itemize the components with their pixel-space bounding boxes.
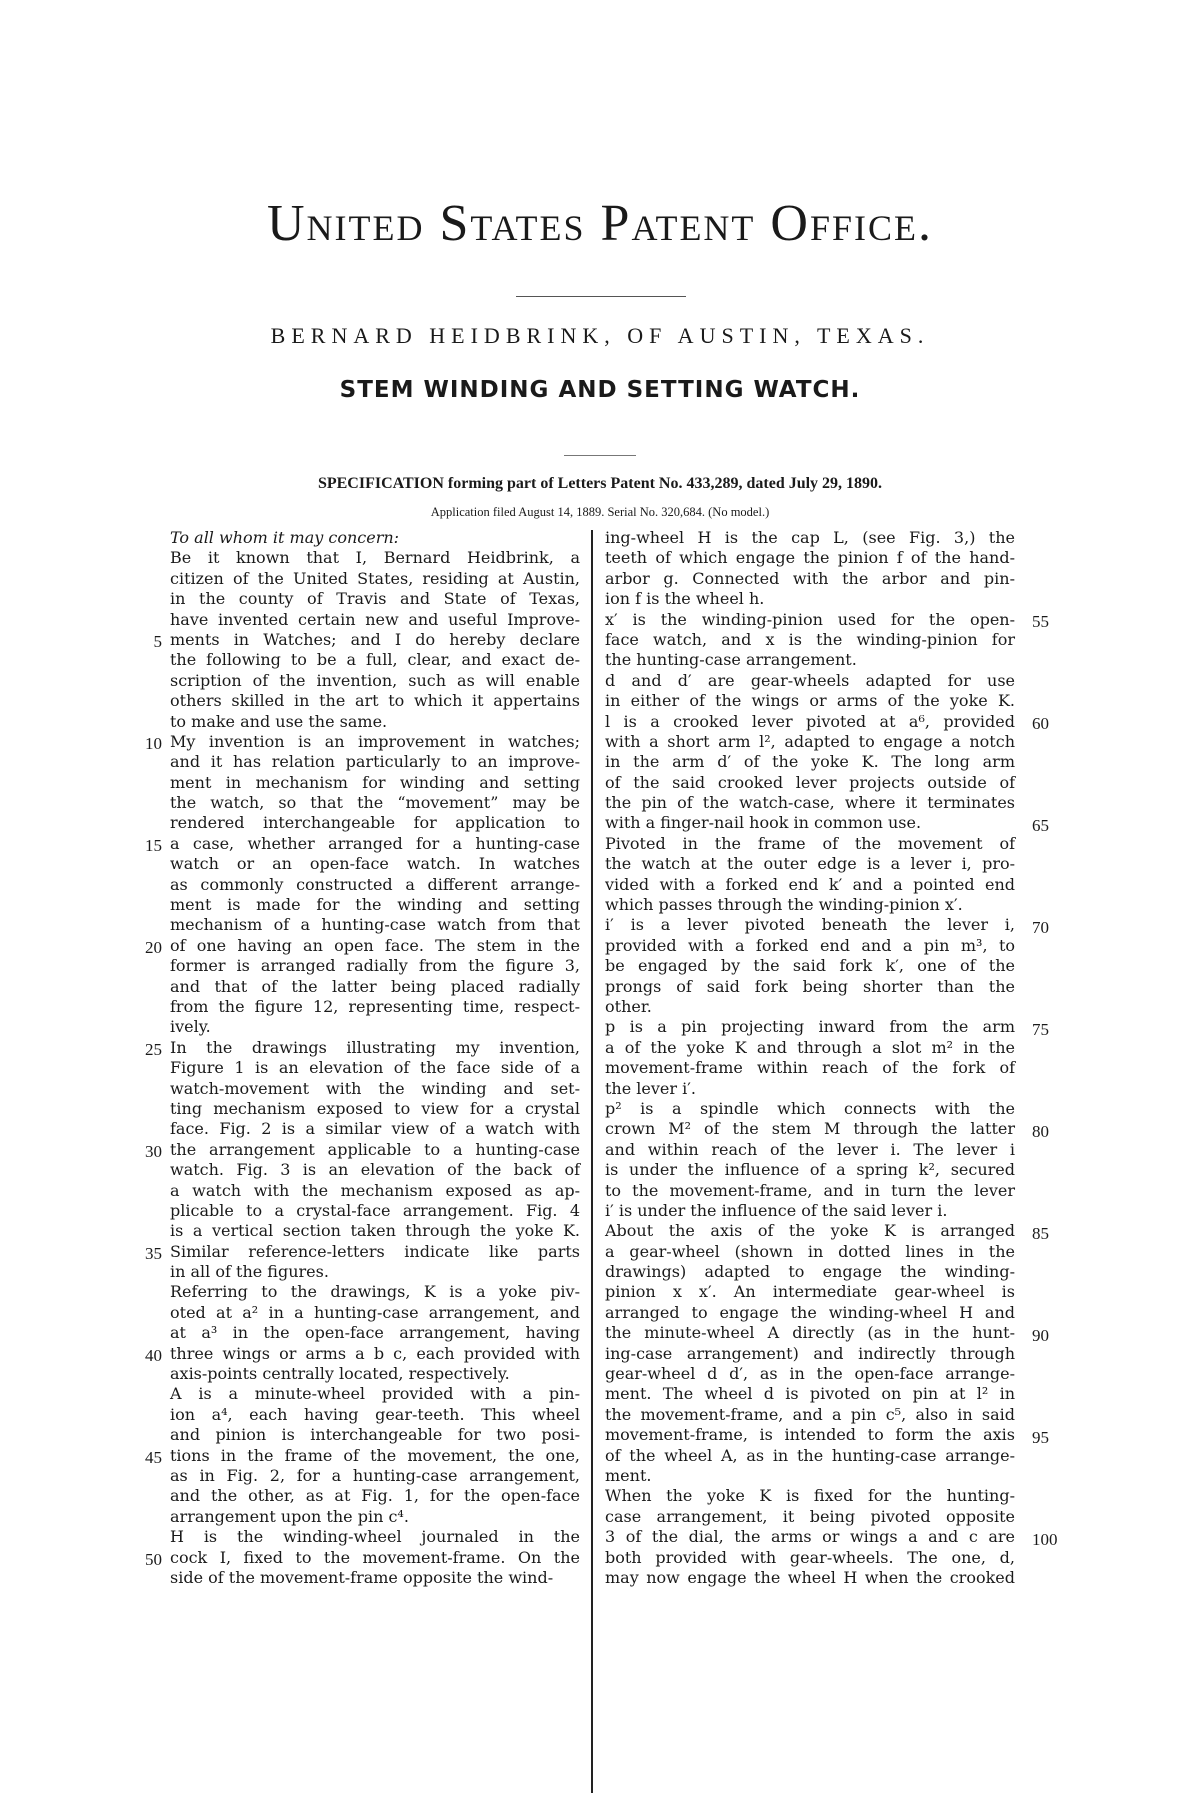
left-line-number: 40 xyxy=(145,1346,162,1365)
left-line-number: 5 xyxy=(153,632,162,651)
left-column-line: and it has relation particularly to an improve- xyxy=(170,752,580,772)
left-column-line: from the figure 12, representing time, respect- xyxy=(170,996,580,1016)
right-line-number: 90 xyxy=(1032,1325,1049,1345)
right-column-line: of the wheel A, as in the hunting-case arrange- xyxy=(605,1445,1015,1465)
invention-title: STEM WINDING AND SETTING WATCH. xyxy=(339,377,861,403)
right-column-line: movement-frame, is intended to form the axis xyxy=(605,1425,1015,1445)
left-line-number: 25 xyxy=(145,1040,162,1059)
left-column-line: ion a⁴, each having gear-teeth. This wheel xyxy=(170,1404,580,1424)
right-text-column xyxy=(605,528,1015,1588)
left-column-line: rendered interchangeable for application to xyxy=(170,813,580,833)
right-line-number: 70 xyxy=(1032,917,1049,937)
left-column-line: tions in the frame of the movement, the one, xyxy=(170,1445,580,1465)
left-column-line: others skilled in the art to which it appertains xyxy=(170,691,580,711)
left-column-line: watch-movement with the winding and set- xyxy=(170,1078,580,1098)
right-column-line: crown M² of the stem M through the latter xyxy=(605,1119,1015,1139)
inventor-line: BERNARD HEIDBRINK, OF AUSTIN, TEXAS. xyxy=(270,323,930,348)
right-column-line: prongs of said fork being shorter than the xyxy=(605,976,1015,996)
left-column-line: A is a minute-wheel provided with a pin- xyxy=(170,1384,580,1404)
left-column-line: former is arranged radially from the figure 3, xyxy=(170,956,580,976)
right-line-number: 75 xyxy=(1032,1019,1049,1039)
left-column-line: Referring to the drawings, K is a yoke piv- xyxy=(170,1282,580,1302)
right-column-line: other. xyxy=(605,996,652,1016)
right-column-line: the movement-frame, and a pin c⁵, also in said xyxy=(605,1404,1015,1424)
left-column-line: ting mechanism exposed to view for a crystal xyxy=(170,1098,580,1118)
left-line-number: 10 xyxy=(145,734,162,753)
right-column-line: with a finger-nail hook in common use. xyxy=(605,813,922,833)
left-line-number: 50 xyxy=(145,1550,162,1569)
left-column-line: arrangement upon the pin c⁴. xyxy=(170,1506,409,1526)
right-column-line: drawings) adapted to engage the winding- xyxy=(605,1262,1015,1282)
right-column-line: with a short arm l², adapted to engage a notch xyxy=(605,731,1015,751)
left-column-line: In the drawings illustrating my invention, xyxy=(170,1037,580,1057)
left-column-line: plicable to a crystal-face arrangement. Fig. 4 xyxy=(170,1200,580,1220)
left-column-line: in all of the figures. xyxy=(170,1262,329,1282)
right-column-line: both provided with gear-wheels. The one, d, xyxy=(605,1547,1015,1567)
right-column-line: which passes through the winding-pinion x′. xyxy=(605,895,963,915)
left-column-line: the following to be a full, clear, and exact de- xyxy=(170,650,580,670)
right-column-line: l is a crooked lever pivoted at a⁶, provided xyxy=(605,711,1015,731)
right-column-line: the pin of the watch-case, where it terminates xyxy=(605,793,1015,813)
right-column-line: i′ is under the influence of the said lever i. xyxy=(605,1200,948,1220)
application-line: Application filed August 14, 1889. Serial No. 320,684. (No model.) xyxy=(430,505,770,519)
right-column-line: be engaged by the said fork k′, one of the xyxy=(605,956,1015,976)
left-column-line: watch or an open-face watch. In watches xyxy=(170,854,580,874)
left-column-line: as commonly constructed a different arrange- xyxy=(170,874,580,894)
left-line-number: 15 xyxy=(145,836,162,855)
right-column-line: provided with a forked end and a pin m³, to xyxy=(605,935,1015,955)
left-column-line: cock I, fixed to the movement-frame. On the xyxy=(170,1547,580,1567)
right-column-line: When the yoke K is fixed for the hunting- xyxy=(605,1486,1015,1506)
left-line-number: 30 xyxy=(145,1142,162,1161)
left-column-line: ively. xyxy=(170,1017,211,1037)
left-column-line: To all whom it may concern: xyxy=(170,528,400,547)
right-column-line: Pivoted in the frame of the movement of xyxy=(605,833,1015,853)
left-column-line: and that of the latter being placed radially xyxy=(170,976,580,996)
right-column-line: movement-frame within reach of the fork of xyxy=(605,1058,1015,1078)
right-line-number: 100 xyxy=(1032,1529,1058,1549)
left-column-line: as in Fig. 2, for a hunting-case arrangement, xyxy=(170,1465,580,1485)
title-rule xyxy=(516,296,686,297)
right-column-line: in either of the wings or arms of the yoke K. xyxy=(605,691,1015,711)
left-column-line: in the county of Travis and State of Texas, xyxy=(170,589,580,609)
right-column-line: ing-wheel H is the cap L, (see Fig. 3,) the xyxy=(605,528,1015,547)
right-column-line: is under the influence of a spring k², secured xyxy=(605,1160,1015,1180)
right-column-line: p is a pin projecting inward from the arm xyxy=(605,1017,1015,1037)
right-column-line: in the arm d′ of the yoke K. The long arm xyxy=(605,752,1015,772)
office-title xyxy=(0,195,1200,252)
right-column-line: the minute-wheel A directly (as in the hunt- xyxy=(605,1323,1015,1343)
right-column-line: ment. The wheel d is pivoted on pin at l² in xyxy=(605,1384,1015,1404)
left-column-line: and pinion is interchangeable for two posi- xyxy=(170,1425,580,1445)
right-column-line: d and d′ are gear-wheels adapted for use xyxy=(605,670,1015,690)
right-column-line: ion f is the wheel h. xyxy=(605,589,765,609)
office-title-text: United States Patent Office. xyxy=(266,195,934,252)
right-line-number: 95 xyxy=(1032,1427,1049,1447)
right-line-number: 80 xyxy=(1032,1121,1049,1141)
right-column-line: face watch, and x is the winding-pinion for xyxy=(605,629,1015,649)
right-column-line: gear-wheel d d′, as in the open-face arrange- xyxy=(605,1364,1015,1384)
left-column-line: Figure 1 is an elevation of the face side of a xyxy=(170,1058,580,1078)
left-column-line: a watch with the mechanism exposed as ap- xyxy=(170,1180,580,1200)
left-column-line: axis-points centrally located, respectively. xyxy=(170,1364,510,1384)
right-column-line: teeth of which engage the pinion f of the hand- xyxy=(605,548,1015,568)
right-column-line: the watch at the outer edge is a lever i, pro- xyxy=(605,854,1015,874)
left-column-line: at a³ in the open-face arrangement, having xyxy=(170,1323,580,1343)
right-line-number: 65 xyxy=(1032,815,1049,835)
right-line-number: 55 xyxy=(1032,611,1049,631)
left-text-column xyxy=(170,528,580,1588)
right-column-line: arranged to engage the winding-wheel H and xyxy=(605,1302,1015,1322)
right-column-line: the lever i′. xyxy=(605,1078,696,1098)
left-line-number: 45 xyxy=(145,1448,162,1467)
left-column-line: is a vertical section taken through the yoke K. xyxy=(170,1221,580,1241)
left-column-line: citizen of the United States, residing at Austin, xyxy=(170,568,580,588)
left-column-line: a case, whether arranged for a hunting-case xyxy=(170,833,580,853)
right-column-line: and within reach of the lever i. The lever i xyxy=(605,1139,1015,1159)
right-column-line: a of the yoke K and through a slot m² in the xyxy=(605,1037,1015,1057)
right-column-line: 3 of the dial, the arms or wings a and c are xyxy=(605,1527,1015,1547)
right-column-line: arbor g. Connected with the arbor and pin- xyxy=(605,568,1015,588)
right-column-line: may now engage the wheel H when the crooked xyxy=(605,1567,1015,1587)
right-column-line: case arrangement, it being pivoted opposite xyxy=(605,1506,1015,1526)
right-line-number: 85 xyxy=(1032,1223,1049,1243)
left-column-line: have invented certain new and useful Improve- xyxy=(170,609,580,629)
left-column-line: face. Fig. 2 is a similar view of a watch with xyxy=(170,1119,580,1139)
right-column-line: x′ is the winding-pinion used for the open- xyxy=(605,609,1015,629)
left-column-line: to make and use the same. xyxy=(170,711,388,731)
left-column-line: ments in Watches; and I do hereby declare xyxy=(170,629,580,649)
right-column-line: ment. xyxy=(605,1465,652,1485)
left-column-line: of one having an open face. The stem in the xyxy=(170,935,580,955)
left-column-line: My invention is an improvement in watches; xyxy=(170,731,580,751)
left-column-line: ment is made for the winding and setting xyxy=(170,895,580,915)
left-column-line: mechanism of a hunting-case watch from that xyxy=(170,915,580,935)
right-column-line: p² is a spindle which connects with the xyxy=(605,1098,1015,1118)
right-column-line: About the axis of the yoke K is arranged xyxy=(605,1221,1015,1241)
right-column-line: the hunting-case arrangement. xyxy=(605,650,857,670)
right-column-line: ing-case arrangement) and indirectly through xyxy=(605,1343,1015,1363)
left-line-number: 20 xyxy=(145,938,162,957)
right-column-line: vided with a forked end k′ and a pointed end xyxy=(605,874,1015,894)
left-column-line: Be it known that I, Bernard Heidbrink, a xyxy=(170,548,580,568)
right-column-line: pinion x x′. An intermediate gear-wheel is xyxy=(605,1282,1015,1302)
left-column-line: and the other, as at Fig. 1, for the open-face xyxy=(170,1486,580,1506)
right-column-line: i′ is a lever pivoted beneath the lever i, xyxy=(605,915,1015,935)
left-column-line: scription of the invention, such as will enable xyxy=(170,670,580,690)
left-column-line: watch. Fig. 3 is an elevation of the back of xyxy=(170,1160,580,1180)
right-column-line: of the said crooked lever projects outside of xyxy=(605,772,1015,792)
right-column-line: to the movement-frame, and in turn the lever xyxy=(605,1180,1015,1200)
right-column-line: a gear-wheel (shown in dotted lines in the xyxy=(605,1241,1015,1261)
column-divider xyxy=(591,530,593,1793)
specification-line: SPECIFICATION forming part of Letters Patent No. 433,289, dated July 29, 1890. xyxy=(317,475,883,492)
left-column-line: Similar reference-letters indicate like parts xyxy=(170,1241,580,1261)
right-line-number: 60 xyxy=(1032,713,1049,733)
left-column-line: ment in mechanism for winding and setting xyxy=(170,772,580,792)
left-column-line: three wings or arms a b c, each provided with xyxy=(170,1343,580,1363)
left-column-line: oted at a² in a hunting-case arrangement, and xyxy=(170,1302,580,1322)
left-line-number: 35 xyxy=(145,1244,162,1263)
section-rule xyxy=(564,455,636,456)
left-column-line: the arrangement applicable to a hunting-case xyxy=(170,1139,580,1159)
left-column-line: side of the movement-frame opposite the wind- xyxy=(170,1567,554,1587)
left-column-line: the watch, so that the “movement” may be xyxy=(170,793,580,813)
left-column-line: H is the winding-wheel journaled in the xyxy=(170,1527,580,1547)
